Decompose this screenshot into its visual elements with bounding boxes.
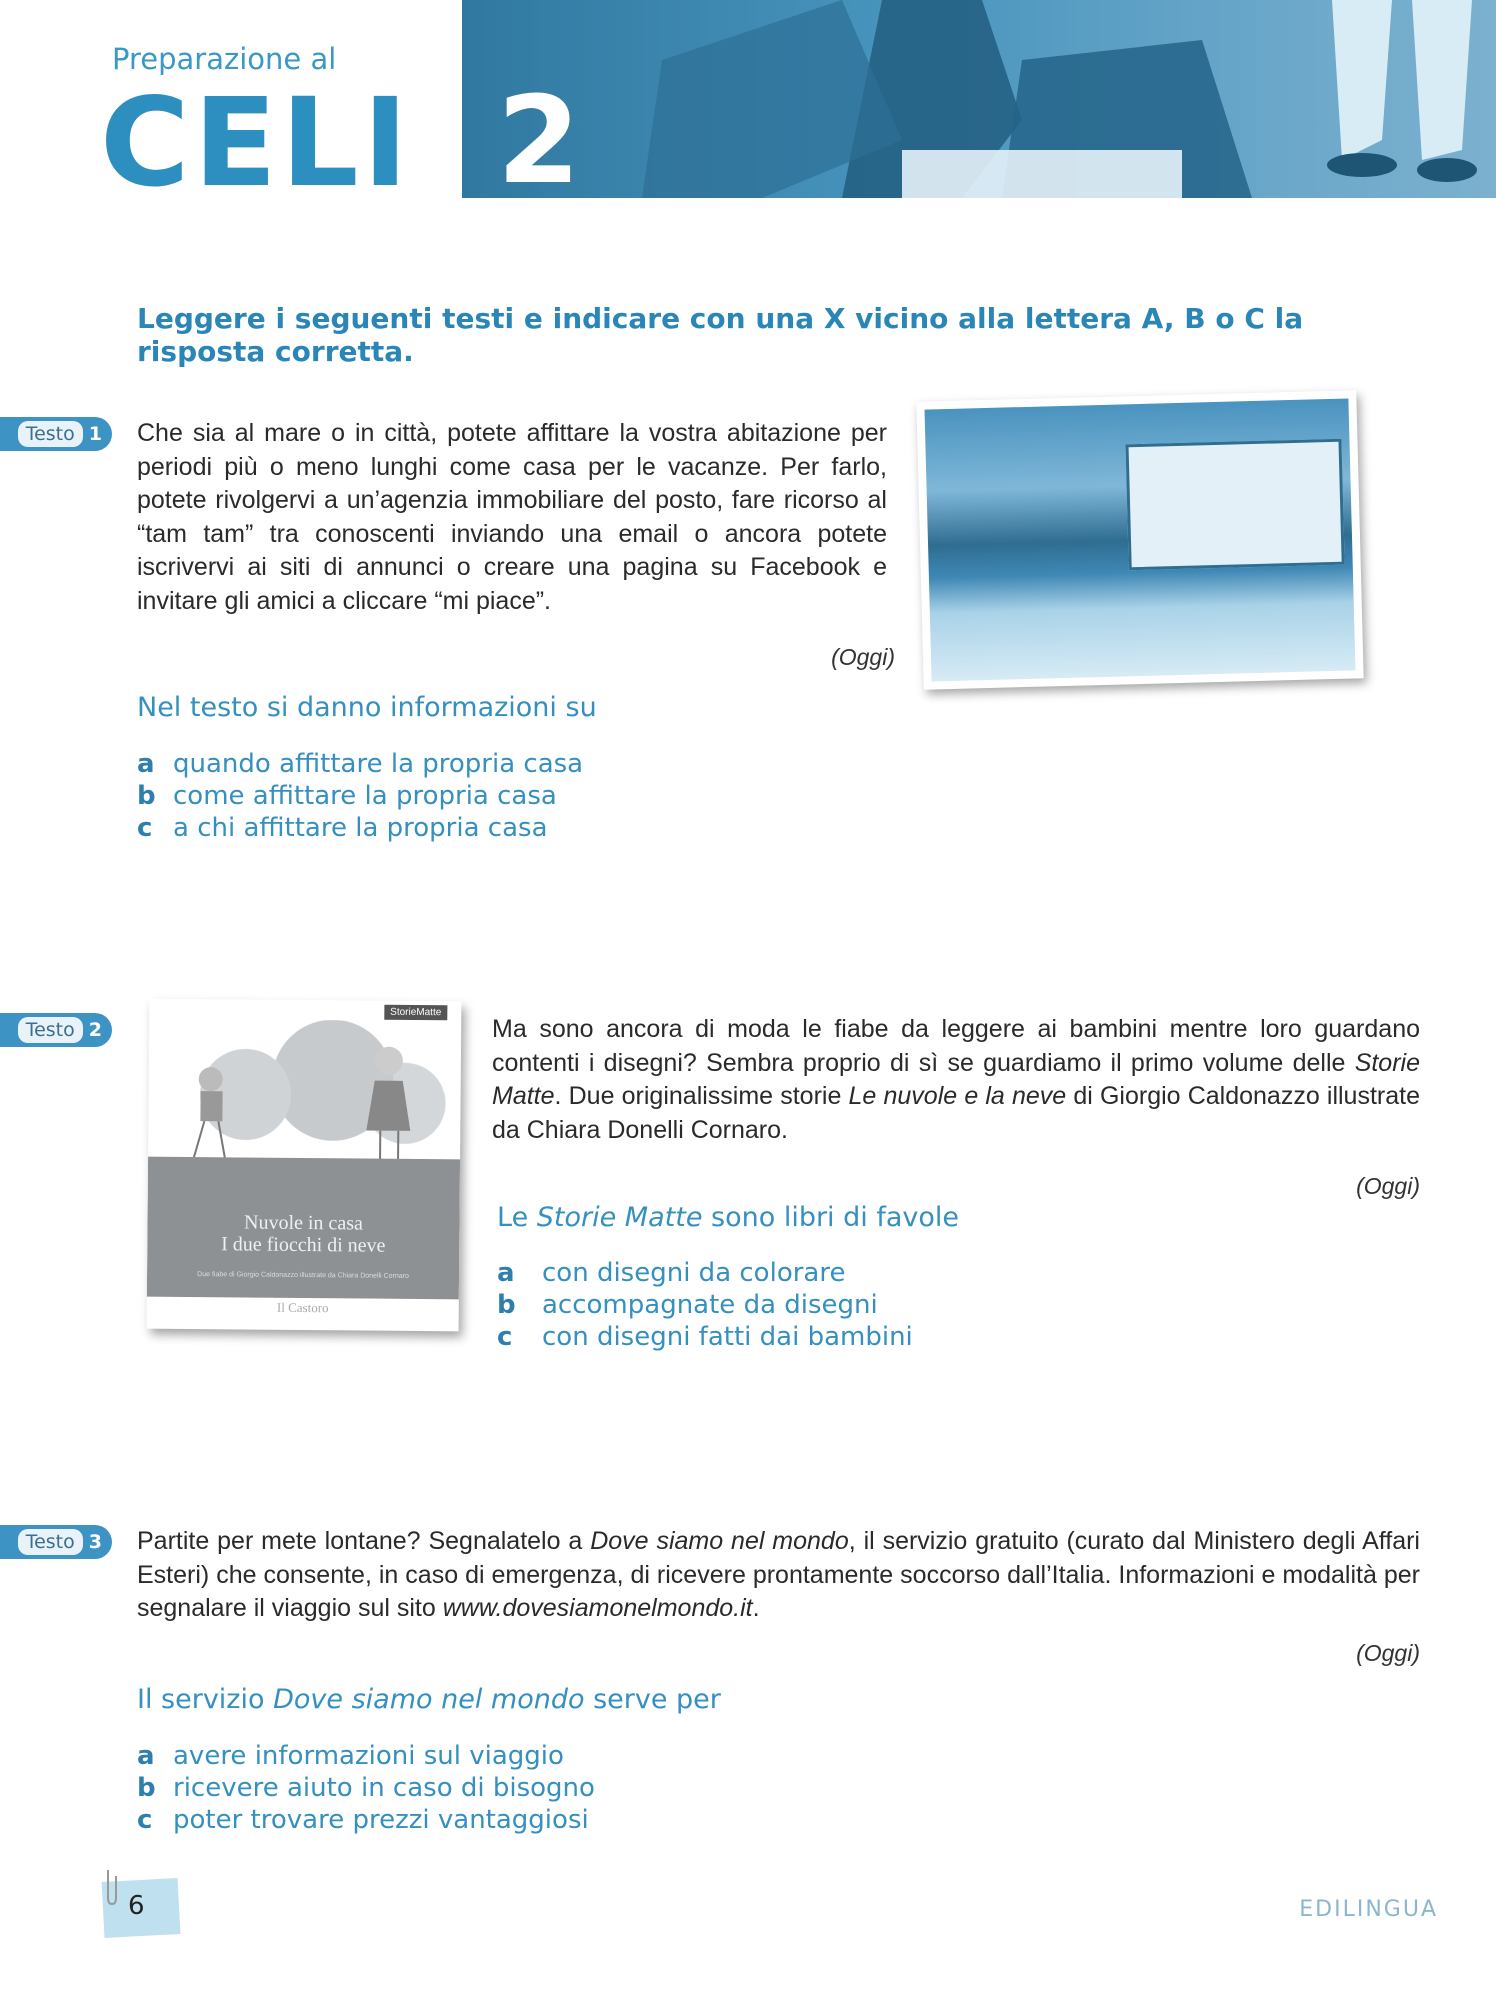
option-c[interactable] (137, 1804, 595, 1836)
option-b[interactable] (137, 780, 583, 812)
option-letter: a (137, 749, 155, 779)
option-letter: a (497, 1258, 515, 1288)
testo-2-question: Le Storie Matte sono libri di favole (497, 1202, 960, 1233)
testo-3-body: Partite per mete lontane? Segnalatelo a Dove siamo nel mondo, il servizio gratuito (curato dal Ministero degli Affari Esteri) che consente, in caso di emergenza, di ricevere prontamente soccorso dall’Italia. Informazioni e modalità per segnalare il viaggio sul sito www.dovesiamonelmondo.it. (137, 1527, 1420, 1622)
option-text: accompagnate da disegni (542, 1290, 878, 1320)
publisher-logo: EDILINGUA (1299, 1897, 1438, 1922)
option-c[interactable] (497, 1321, 913, 1353)
testo-tag-label: Testo (18, 1529, 83, 1555)
book-credits: Due fiabe di Giorgio Caldonazzo illustrate da Chiara Donelli Cornaro (197, 1271, 409, 1280)
option-c[interactable] (137, 812, 583, 844)
villa-photo (916, 390, 1363, 689)
header-brand: CELI (100, 72, 413, 214)
testo-2-options (497, 1257, 913, 1353)
book-title-line-2: I due fiocchi di neve (221, 1233, 386, 1257)
book-title-line-1: Nuvole in casa (243, 1211, 364, 1235)
book-cover (147, 999, 462, 1332)
page-number: 6 (128, 1891, 145, 1921)
header-label: Preparazione al (112, 42, 337, 76)
header-level: 2 (497, 72, 581, 211)
option-a[interactable] (137, 748, 583, 780)
testo-3-tag (0, 1525, 112, 1559)
testo-tag-label: Testo (18, 1017, 83, 1043)
testo-1-source: (Oggi) (831, 644, 895, 670)
option-text: quando affittare la propria casa (173, 749, 584, 779)
children-illustration (148, 999, 461, 1172)
option-text: poter trovare prezzi vantaggiosi (173, 1805, 589, 1835)
testo-3-question: Il servizio Dove siamo nel mondo serve per (137, 1684, 721, 1715)
testo-2-tag (0, 1013, 112, 1047)
book-publisher: Il Castoro (276, 1299, 329, 1316)
option-a[interactable] (137, 1740, 595, 1772)
option-b[interactable] (497, 1289, 913, 1321)
paperclip-icon (100, 1868, 120, 1908)
people-writing-image (462, 0, 1496, 198)
testo-tag-number: 3 (88, 1531, 102, 1553)
option-letter: b (137, 1773, 156, 1803)
testo-3-options (137, 1740, 595, 1836)
testo-2-body: Ma sono ancora di moda le fiabe da leggere ai bambini mentre loro guardano contenti i disegni? Sembra proprio di sì se guardiamo il primo volume delle Storie Matte. Due originalissime storie Le nuvole e la neve di Giorgio Caldonazzo illustrate da Chiara Donelli Cornaro. (492, 1015, 1420, 1144)
option-letter: b (137, 781, 156, 811)
option-letter: c (497, 1322, 513, 1352)
header-photo (462, 0, 1496, 198)
option-letter: b (497, 1290, 516, 1320)
option-text: come affittare la propria casa (173, 781, 557, 811)
book-title (147, 1211, 459, 1258)
testo-3-source: (Oggi) (1356, 1640, 1420, 1666)
option-text: a chi affittare la propria casa (173, 813, 548, 843)
option-letter: a (137, 1741, 155, 1771)
villa-pool-image (925, 398, 1356, 681)
option-a[interactable] (497, 1257, 913, 1289)
option-text: avere informazioni sul viaggio (173, 1741, 564, 1771)
testo-tag-number: 1 (88, 423, 102, 445)
book-series-badge: StorieMatte (384, 1005, 447, 1021)
option-letter: c (137, 813, 153, 843)
testo-1-body: Che sia al mare o in città, potete affittare la vostra abitazione per periodi più o meno lunghi come casa per le vacanze. Per farlo, potete rivolgervi a un’agenzia immobiliare del posto, fare ricorso al “tam tam” tra conoscenti inviando una email o ancora potete iscrivervi ai siti di annunci o creare una pagina su Facebook e invitare gli amici a cliccare “mi piace”. (137, 419, 887, 615)
instruction: Leggere i seguenti testi e indicare con una X vicino alla lettera A, B o C la risposta corretta. (137, 302, 1304, 368)
testo-tag-number: 2 (88, 1019, 102, 1041)
testo-2-source: (Oggi) (1356, 1173, 1420, 1199)
testo-1-question: Nel testo si danno informazioni su (137, 692, 597, 723)
testo-1-tag (0, 417, 112, 451)
option-text: con disegni da colorare (542, 1258, 846, 1288)
option-letter: c (137, 1805, 153, 1835)
option-b[interactable] (137, 1772, 595, 1804)
option-text: con disegni fatti dai bambini (542, 1322, 913, 1352)
testo-1-options (137, 748, 583, 844)
option-text: ricevere aiuto in caso di bisogno (173, 1773, 595, 1803)
testo-tag-label: Testo (18, 421, 83, 447)
